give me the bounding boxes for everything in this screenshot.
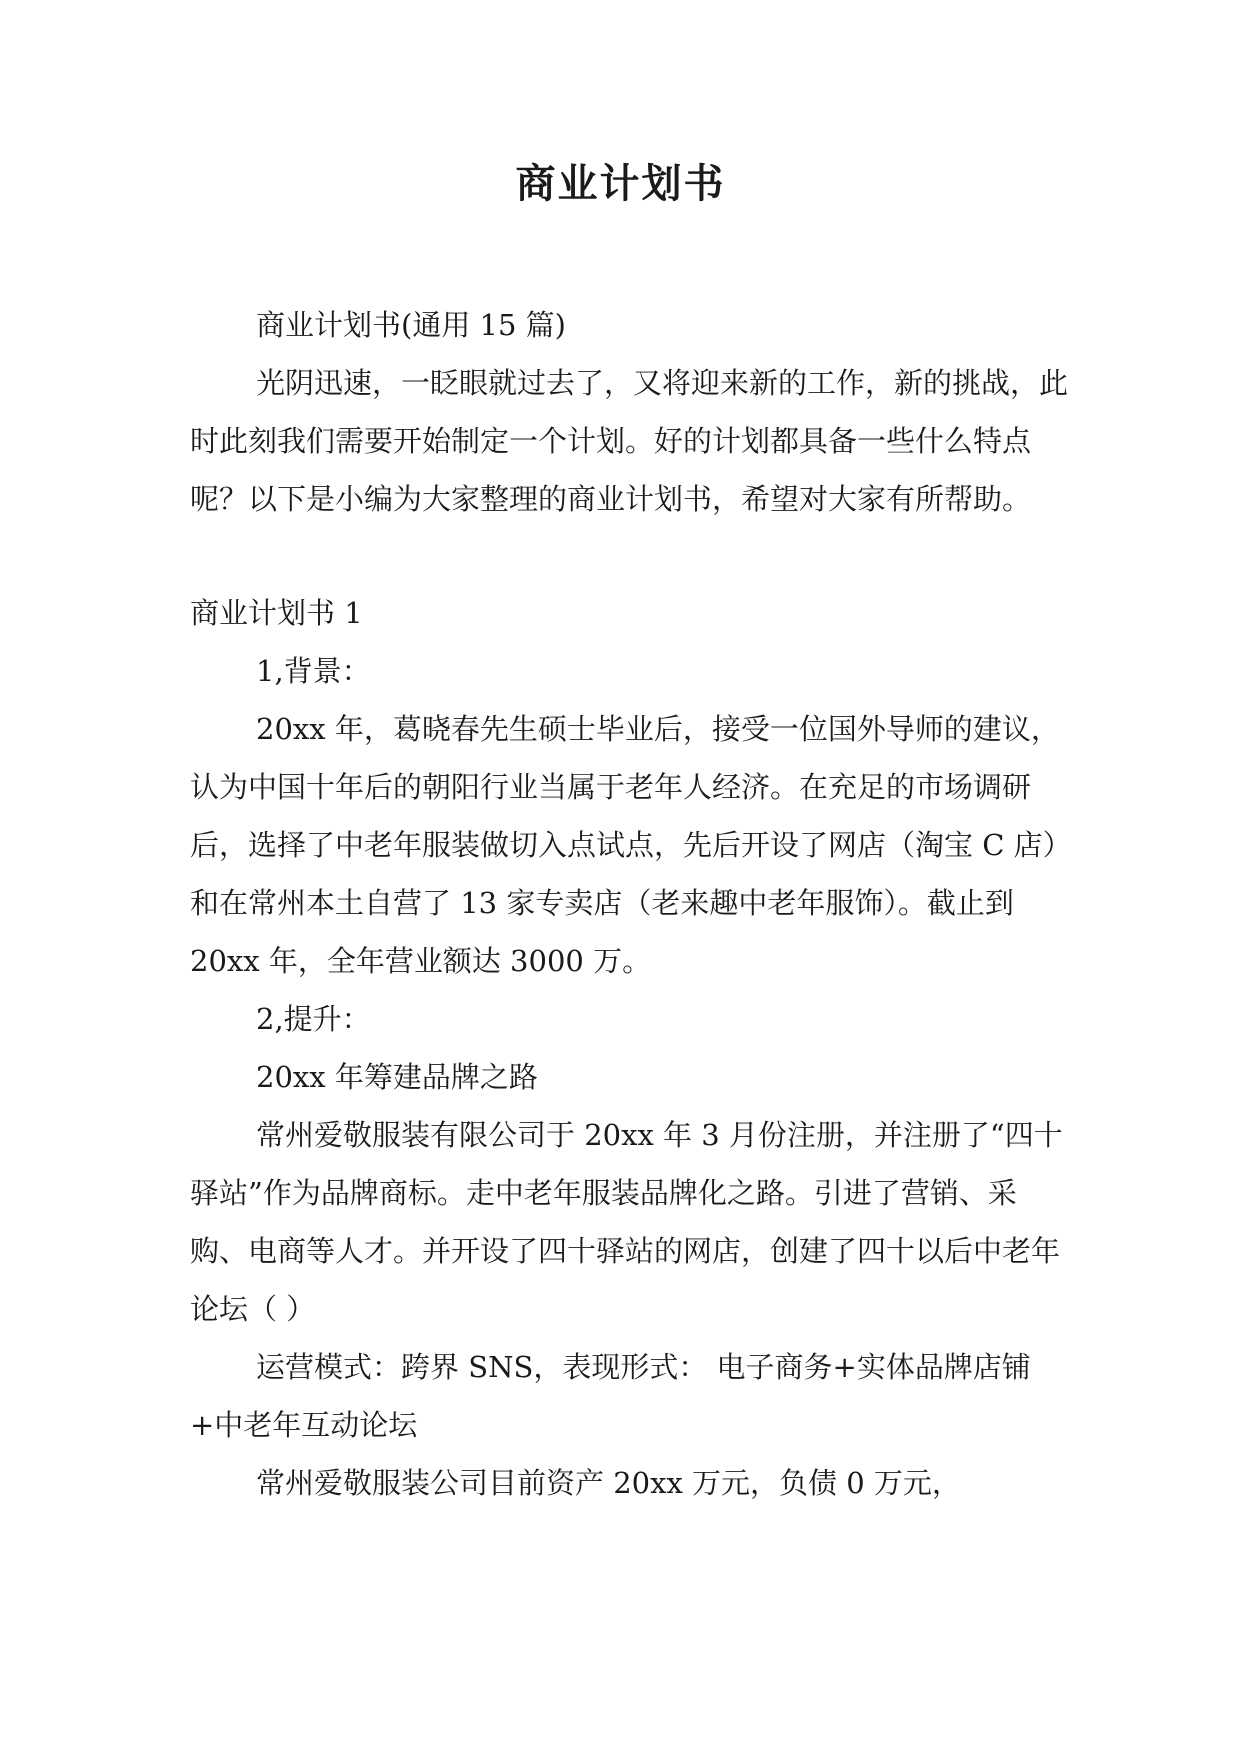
company-paragraph: 常州爱敬服装有限公司于 20xx 年 3 月份注册，并注册了“四十驿站”作为品牌商标。走中老年服装品牌化之路。引进了营销、采购、电商等人才。并开设了四十驿站的网店，创建了四十以后中老年论坛（ ） <box>190 1118 1063 1326</box>
background-paragraph: 20xx 年，葛晓春先生硕士毕业后，接受一位国外导师的建议，认为中国十年后的朝阳行业当属于老年人经济。在充足的市场调研后，选择了中老年服装做切入点试点，先后开设了网店（淘宝 C 店）和在常州本土自营了 13 家专卖店（老来趣中老年服饰）。截止到 20xx 年，全年营业额达 3000 万。 <box>190 712 1060 978</box>
page-title: 商业计划书 <box>515 161 726 207</box>
intro-paragraph: 光阴迅速，一眨眼就过去了，又将迎来新的工作，新的挑战，此时此刻我们需要开始制定一个计划。好的计划都具备一些什么特点呢？以下是小编为大家整理的商业计划书，希望对大家有所帮助。 <box>190 366 1069 516</box>
brand-road-line: 20xx 年筹建品牌之路 <box>256 1060 538 1094</box>
subtitle-paragraph: 商业计划书(通用 15 篇) <box>256 308 566 342</box>
assets-paragraph: 常州爱敬服装公司目前资产 20xx 万元，负债 0 万元， <box>256 1466 961 1500</box>
section-heading: 商业计划书 1 <box>190 596 363 630</box>
operation-mode-paragraph: 运营模式：跨界 SNS，表现形式： 电子商务+实体品牌店铺+中老年互动论坛 <box>190 1350 1031 1442</box>
improvement-heading: 2,提升： <box>256 1002 371 1036</box>
document-body <box>190 296 1070 1512</box>
background-heading: 1,背景： <box>256 654 371 688</box>
